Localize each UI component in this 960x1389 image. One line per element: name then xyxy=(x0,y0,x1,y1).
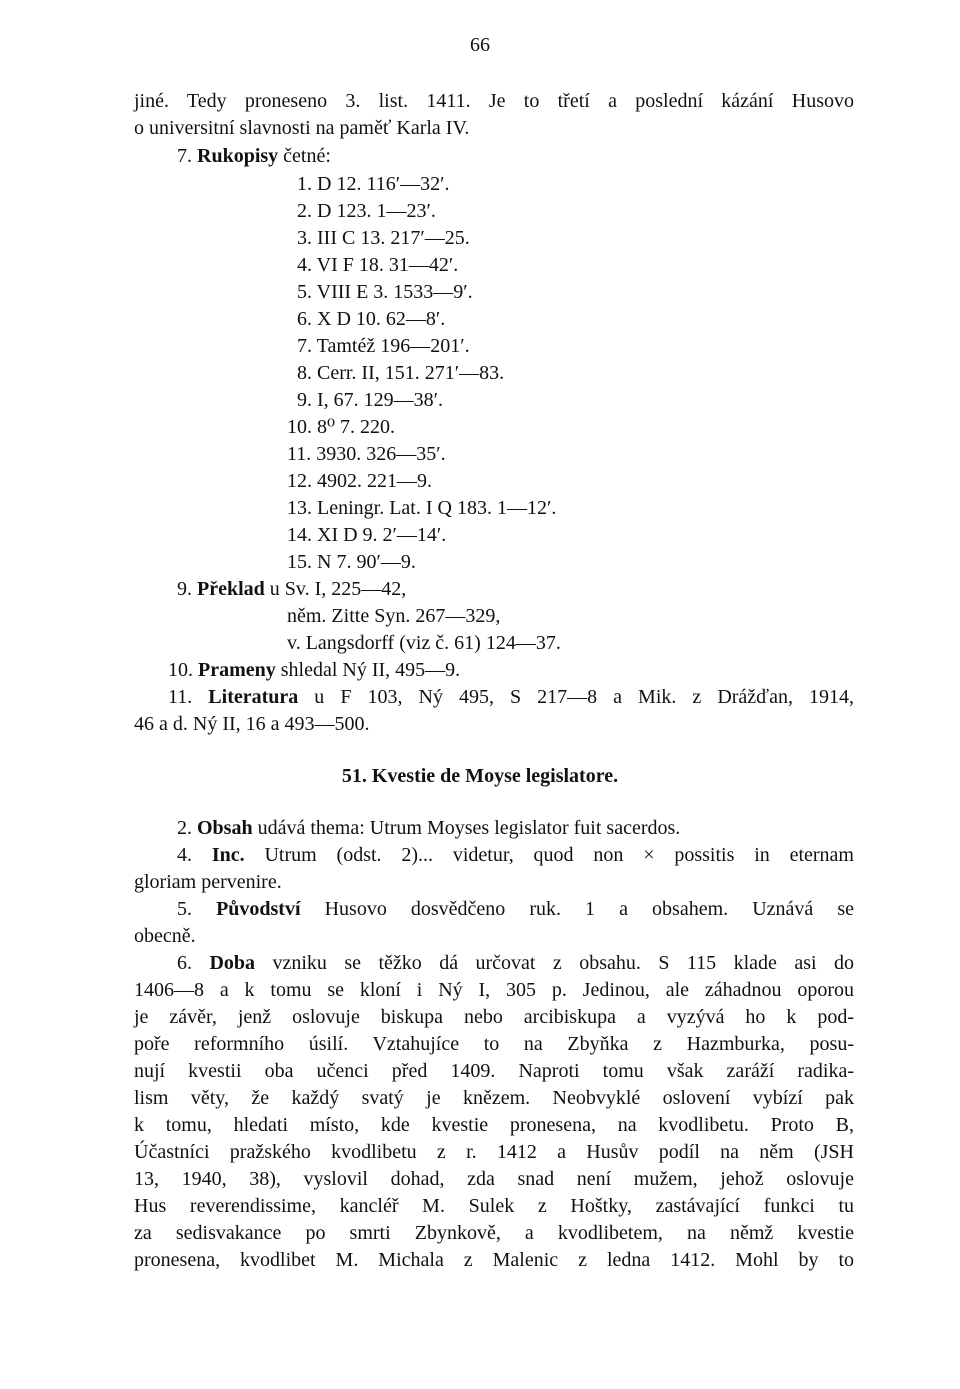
translation-line: něm. Zitte Syn. 267—329, xyxy=(287,605,501,627)
paragraph-6-title: Doba xyxy=(209,952,256,974)
section-9-heading xyxy=(177,576,406,602)
intro-line-1: jiné. Tedy proneseno 3. list. 1411. Je to třetí a poslední kázání Husovo xyxy=(134,90,854,112)
manuscript-item: 12. 4902. 221—9. xyxy=(287,470,432,492)
manuscript-item: 6. X D 10. 62—8′. xyxy=(297,308,446,330)
section-11-heading xyxy=(168,684,854,710)
section-10-heading xyxy=(168,657,460,683)
paragraph-6-line: 13, 1940, 38), vyslovil dohad, zda snad není mužem, jehož oslovuje xyxy=(134,1168,854,1190)
manuscript-item: 7. Tamtéž 196—201′. xyxy=(297,335,470,357)
section-7-heading xyxy=(177,143,331,169)
section-11-title: Literatura xyxy=(208,686,299,708)
section-10-text: shledal Ný II, 495—9. xyxy=(275,659,461,681)
manuscript-item: 9. I, 67. 129—38′. xyxy=(297,389,444,411)
paragraph-4-title: Inc. xyxy=(211,844,245,866)
manuscript-item: 2. D 123. 1—23′. xyxy=(297,200,436,222)
paragraph-5-title: Původství xyxy=(216,898,301,920)
paragraph-2-text: udává thema: Utrum Moyses legislator fuit sacerdos. xyxy=(252,817,681,839)
paragraph-2-title: Obsah xyxy=(197,817,253,839)
paragraph-4 xyxy=(177,842,854,868)
paragraph-5-number: 5. xyxy=(177,898,192,920)
paragraph-5-line-2: obecně. xyxy=(134,925,196,947)
paragraph-4-text: Utrum (odst. 2)... videtur, quod non × possitis in eternam xyxy=(244,844,854,866)
section-7-number: 7. xyxy=(177,145,192,167)
section-7-title: Rukopisy xyxy=(197,145,279,167)
paragraph-6-line: k tomu, hledati místo, kde kvestie pronesena, na kvodlibetu. Proto B, xyxy=(134,1114,854,1136)
paragraph-4-number: 4. xyxy=(177,844,192,866)
paragraph-6-line: poře reformního úsilí. Vztahujíce to na Zbyňka z Hazmburka, posu- xyxy=(134,1033,854,1055)
manuscript-item: 15. N 7. 90′—9. xyxy=(287,551,416,573)
manuscript-item: 8. Cerr. II, 151. 271′—83. xyxy=(297,362,505,384)
paragraph-2-number: 2. xyxy=(177,817,192,839)
paragraph-6-line: 1406—8 a k tomu se kloní i Ný I, 305 p. Jedinou, ale záhadnou oporou xyxy=(134,979,854,1001)
page-number: 66 xyxy=(470,34,490,56)
paragraph-5-text: Husovo dosvědčeno ruk. 1 a obsahem. Uznává se xyxy=(300,898,854,920)
paragraph-6-line: Hus reverendissime, kancléř M. Sulek z Hoštky, zastávající funkci tu xyxy=(134,1195,854,1217)
paragraph-6 xyxy=(177,950,854,976)
paragraph-6-number: 6. xyxy=(177,952,192,974)
section-10-number: 10. xyxy=(168,659,193,681)
paragraph-6-line: nují kvestii oba učenci před 1409. Naproti tomu však zaráží radika- xyxy=(134,1060,854,1082)
paragraph-6-text: vzniku se těžko dá určovat z obsahu. S 115 klade asi do xyxy=(255,952,855,974)
manuscript-item: 11. 3930. 326—35′. xyxy=(287,443,446,465)
section-9-number: 9. xyxy=(177,578,192,600)
section-11-number: 11. xyxy=(168,686,193,708)
paragraph-6-line: Účastníci pražského kvodlibetu z r. 1412 a Husův podíl na něm (JSH xyxy=(134,1141,854,1163)
section-title: 51. Kvestie de Moyse legislatore. xyxy=(341,765,619,787)
section-11-text: u F 103, Ný 495, S 217—8 a Mik. z Drážďan, 1914, xyxy=(298,686,855,708)
manuscript-item: 13. Leningr. Lat. I Q 183. 1—12′. xyxy=(287,497,557,519)
intro-line-2: o universitní slavnosti na paměť Karla IV. xyxy=(134,117,470,139)
paragraph-6-line: pronesena, kvodlibet M. Michala z Malenic z ledna 1412. Mohl by to xyxy=(134,1249,854,1271)
paragraph-2 xyxy=(177,815,680,841)
section-9-text: u Sv. I, 225—42, xyxy=(264,578,407,600)
paragraph-6-line: za sedisvakance po smrti Zbynkově, a kvodlibetem, na němž kvestie xyxy=(134,1222,854,1244)
manuscript-item: 4. VI F 18. 31—42′. xyxy=(297,254,459,276)
section-11-line-2: 46 a d. Ný II, 16 a 493—500. xyxy=(134,713,370,735)
paragraph-4-line-2: gloriam pervenire. xyxy=(134,871,282,893)
manuscript-item: 3. III C 13. 217′—25. xyxy=(297,227,470,249)
section-9-title: Překlad xyxy=(197,578,265,600)
manuscript-item: 14. XI D 9. 2′—14′. xyxy=(287,524,447,546)
manuscript-item: 10. 8⁰ 7. 220. xyxy=(287,416,396,438)
manuscript-item: 1. D 12. 116′—32′. xyxy=(297,173,450,195)
paragraph-6-line: lism věty, že každý svatý je knězem. Neobvyklé oslovení vybízí pak xyxy=(134,1087,854,1109)
section-10-title: Prameny xyxy=(198,659,276,681)
paragraph-6-line: je závěr, jenž oslovuje biskupa nebo arcibiskupa a vyzývá ho k pod- xyxy=(134,1006,854,1028)
section-7-text: četné: xyxy=(278,145,331,167)
translation-line: v. Langsdorff (viz č. 61) 124—37. xyxy=(287,632,561,654)
manuscript-item: 5. VIII E 3. 1533—9′. xyxy=(297,281,473,303)
paragraph-5 xyxy=(177,896,854,922)
